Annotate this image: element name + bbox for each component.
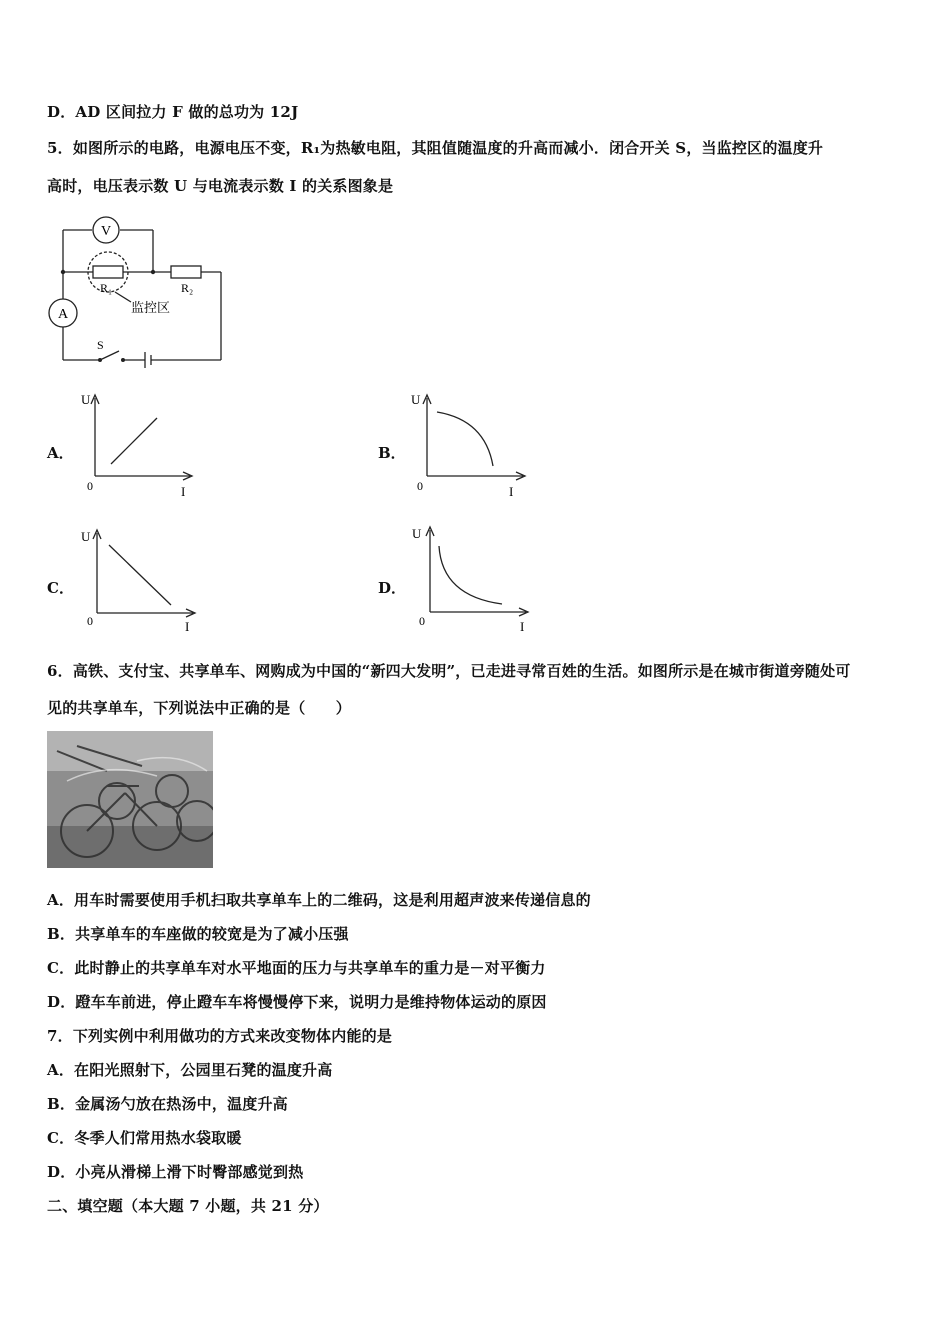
q6-option-d[interactable]: D．蹬车车前进，停止蹬车车将慢慢停下来，说明力是维持物体运动的原因 [47,993,547,1011]
svg-text:I: I [181,484,186,499]
q5-option-b-label[interactable]: B． [378,444,406,462]
svg-text:0: 0 [417,479,423,493]
q5-stem-line2: 高时，电压表示数 U 与电流表示数 I 的关系图象是 [47,177,394,195]
q5-stem-line1: 5．如图所示的电路，电源电压不变，R₁为热敏电阻，其阻值随温度的升高而减小．闭合开关 S，当监控区的温度升 [47,139,824,157]
svg-text:I: I [185,619,190,634]
q5-circuit-diagram [45,210,230,370]
graph-a-curve [111,418,157,464]
svg-text:I: I [520,619,525,634]
graph-d-curve [439,546,502,604]
q5-option-a-label[interactable]: A． [47,444,74,462]
svg-text:U: U [411,392,421,407]
q6-option-c[interactable]: C．此时静止的共享单车对水平地面的压力与共享单车的重力是－对平衡力 [47,959,546,977]
r2-resistor [171,266,201,278]
q5-option-d-label[interactable]: D． [378,579,407,597]
q6-option-b[interactable]: B．共享单车的车座做的较宽是为了减小压强 [47,925,349,943]
svg-text:U: U [81,529,91,544]
q7-option-c[interactable]: C．冬季人们常用热水袋取暖 [47,1129,242,1147]
q5-graph-b[interactable] [405,390,530,502]
monitor-zone-label: 监控区 [131,300,171,315]
q7-stem: 7．下列实例中利用做功的方式来改变物体内能的是 [47,1027,393,1045]
svg-text:U: U [412,526,422,541]
q7-option-b[interactable]: B．金属汤勺放在热汤中，温度升高 [47,1095,288,1113]
q7-option-a[interactable]: A．在阳光照射下，公园里石凳的温度升高 [47,1061,333,1079]
svg-text:0: 0 [87,614,93,628]
graph-b-curve [437,412,493,466]
ammeter-label: A [57,307,69,322]
r1-label: R₁ [100,281,113,295]
svg-text:0: 0 [419,614,425,628]
graph-c-curve [109,545,171,605]
switch-symbol [100,351,119,360]
section-2-heading: 二、填空题（本大题 7 小题，共 21 分） [47,1197,329,1215]
switch-label: S [97,338,104,352]
q5-graph-d[interactable] [408,522,533,634]
svg-text:I: I [509,484,514,499]
q6-option-a[interactable]: A．用车时需要使用手机扫取共享单车上的二维码，这是利用超声波来传递信息的 [47,891,591,909]
svg-text:U: U [81,392,91,407]
q4-option-d: D．AD 区间拉力 F 做的总功为 12J [47,103,299,121]
q6-stem-line1: 6．高铁、支付宝、共享单车、网购成为中国的“新四大发明”，已走进寻常百姓的生活。如图所示是在城市街道旁随处可 [47,662,851,680]
shared-bikes-photo [47,731,213,868]
q5-graph-c[interactable] [75,525,200,637]
q7-option-d[interactable]: D．小亮从滑梯上滑下时臀部感觉到热 [47,1163,304,1181]
svg-text:0: 0 [87,479,93,493]
r1-resistor [93,266,123,278]
q5-option-c-label[interactable]: C． [47,579,74,597]
r2-label: R₂ [181,281,194,295]
voltmeter-label: V [100,224,112,239]
q6-stem-line2: 见的共享单车，下列说法中正确的是（ ） [47,699,352,717]
q5-graph-a[interactable] [75,390,195,502]
